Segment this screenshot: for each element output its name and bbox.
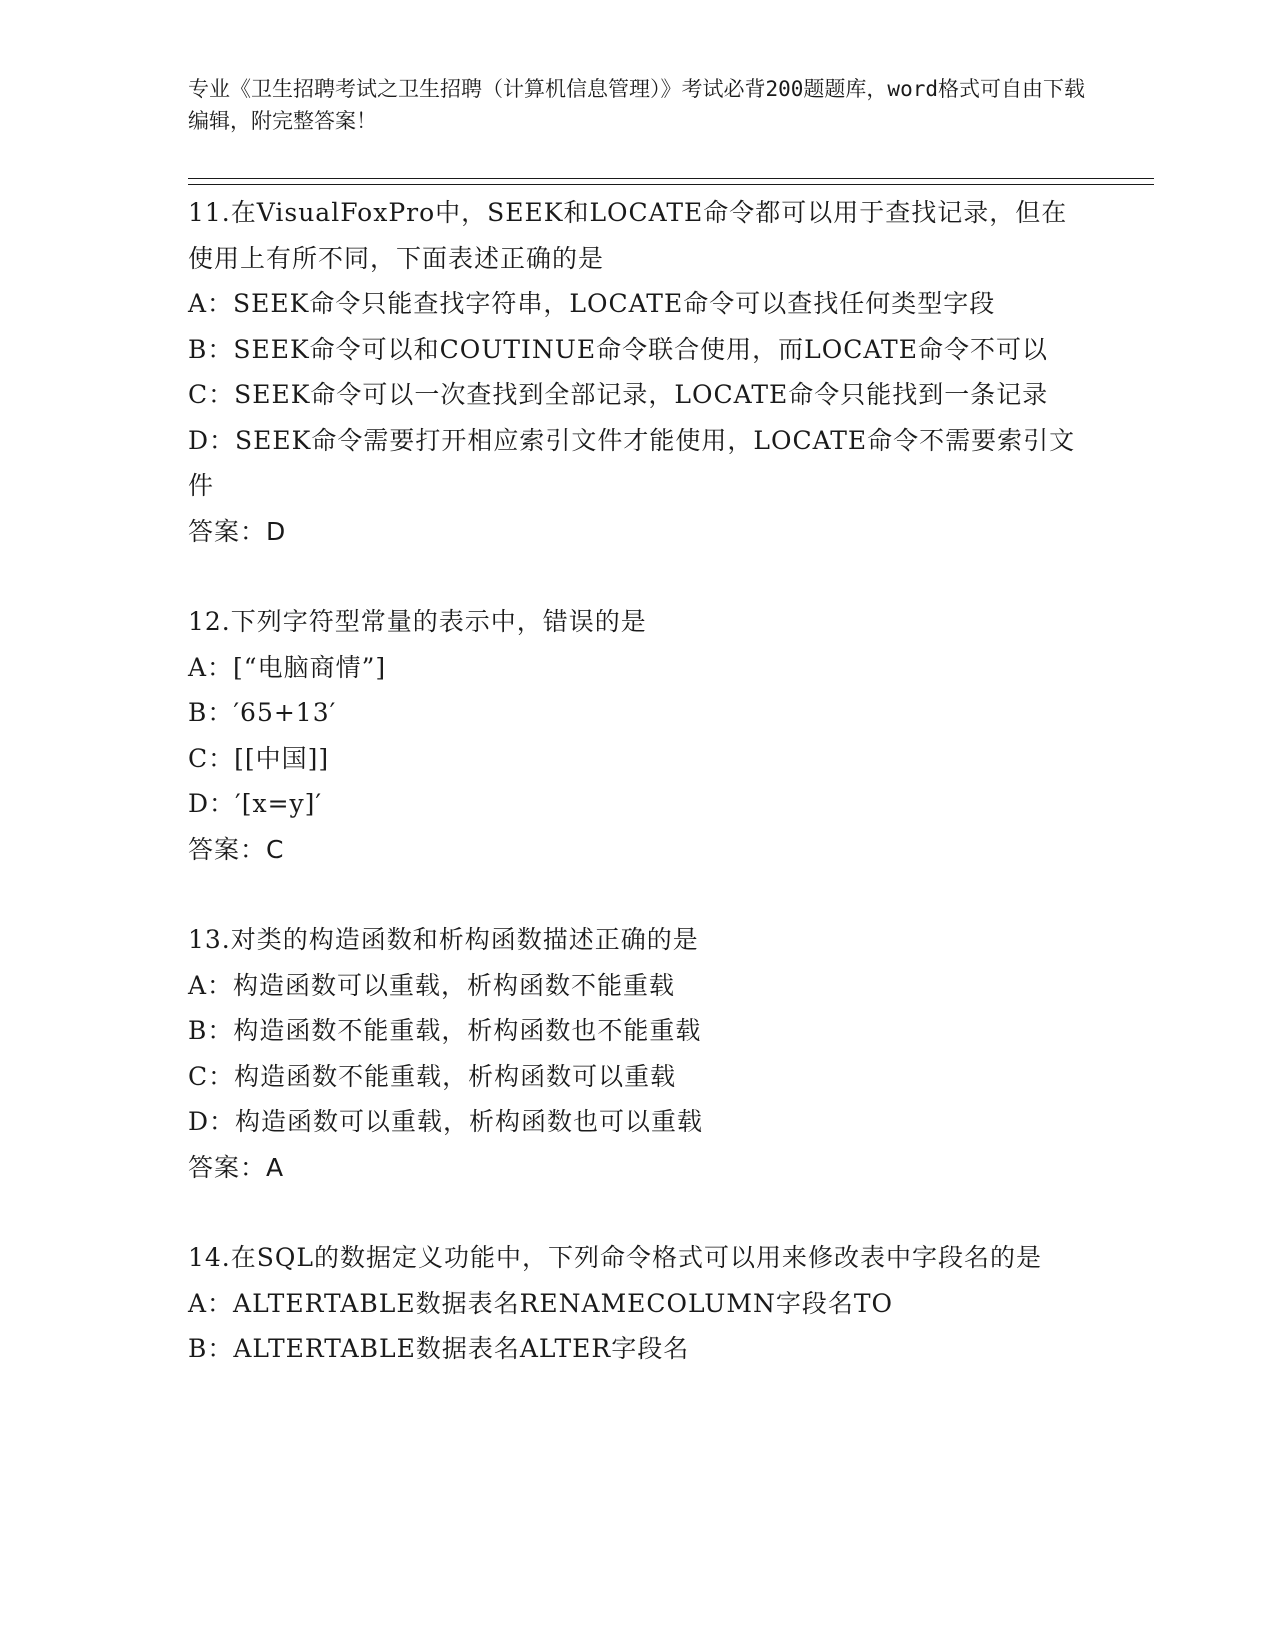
- intro-text: 专业《卫生招聘考试之卫生招聘（计算机信息管理）》考试必背200题题库，word格式可自由下载编辑，附完整答案！: [188, 77, 1085, 133]
- option-a: A：SEEK命令只能查找字符串，LOCATE命令可以查找任何类型字段: [188, 289, 996, 318]
- question-13: [188, 917, 1088, 1190]
- question-stem: 13.对类的构造函数和析构函数描述正确的是: [188, 925, 699, 954]
- question-11: [188, 190, 1088, 554]
- option-b: B：构造函数不能重载，析构函数也不能重载: [188, 1016, 702, 1045]
- option-a: A：[“电脑商情”]: [188, 652, 387, 682]
- option-b: B：ALTERTABLE数据表名ALTER字段名: [188, 1334, 690, 1363]
- option-c: C：构造函数不能重载，析构函数可以重载: [188, 1061, 677, 1091]
- question-list: [188, 190, 1088, 1417]
- answer: 答案：D: [188, 516, 287, 546]
- option-d: D：SEEK命令需要打开相应索引文件才能使用，LOCATE命令不需要索引文件: [188, 425, 1076, 500]
- question-stem: 11.在VisualFoxPro中，SEEK和LOCATE命令都可以用于查找记录，但在使用上有所不同，下面表述正确的是: [188, 198, 1068, 273]
- option-b: B：′65+13′: [188, 698, 337, 727]
- question-stem: 12.下列字符型常量的表示中，错误的是: [188, 607, 647, 636]
- header-divider-bottom: [188, 184, 1154, 185]
- option-c: C：[[中国]]: [188, 743, 330, 773]
- option-d: D：′[x=y]′: [188, 789, 323, 818]
- option-b: B：SEEK命令可以和COUTINUE命令联合使用，而LOCATE命令不可以: [188, 334, 1048, 364]
- question-stem: 14.在SQL的数据定义功能中，下列命令格式可以用来修改表中字段名的是: [188, 1243, 1042, 1272]
- option-a: A：构造函数可以重载，析构函数不能重载: [188, 970, 676, 1000]
- option-d: D：构造函数可以重载，析构函数也可以重载: [188, 1107, 704, 1136]
- header-divider-top: [188, 178, 1154, 179]
- question-14: [188, 1235, 1088, 1372]
- option-a: A：ALTERTABLE数据表名RENAMECOLUMN字段名TO: [188, 1288, 893, 1318]
- document-intro: [188, 73, 1088, 137]
- answer: 答案：C: [188, 834, 285, 864]
- question-12: [188, 599, 1088, 872]
- option-c: C：SEEK命令可以一次查找到全部记录，LOCATE命令只能找到一条记录: [188, 380, 1049, 409]
- answer: 答案：A: [188, 1152, 285, 1182]
